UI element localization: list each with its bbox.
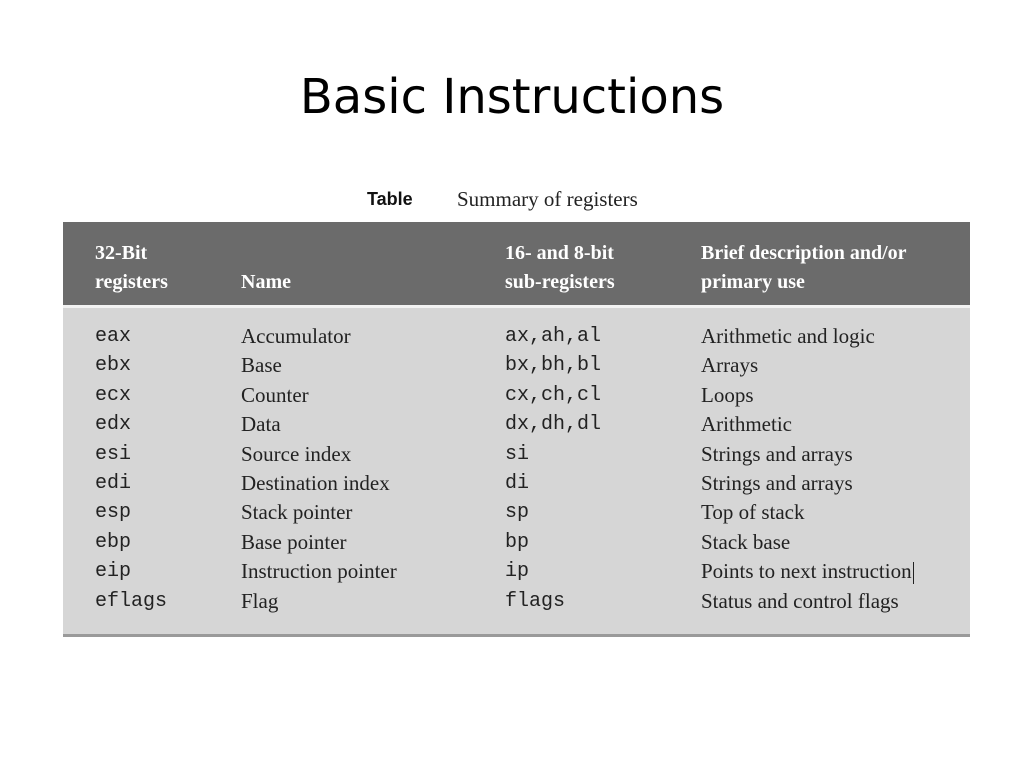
description-cell: Status and control flags — [701, 588, 899, 613]
sub-register-cell: si — [505, 442, 530, 466]
name-cell: Data — [241, 412, 281, 437]
register-cell: eax — [95, 325, 132, 348]
header-text: primary use — [701, 271, 805, 293]
header-text: 32-Bit — [95, 242, 148, 264]
sub-register-cell: dx,dh,dl — [505, 413, 602, 437]
header-32bit-registers — [95, 239, 235, 297]
description-cell: Arithmetic and logic — [701, 324, 875, 348]
registers-table — [63, 222, 970, 637]
caption-text: Summary of registers — [457, 187, 638, 211]
table-header — [63, 222, 970, 308]
table-caption — [0, 186, 1024, 216]
header-description — [701, 239, 969, 297]
table-row — [63, 410, 970, 439]
slide-title: Basic Instructions — [299, 69, 725, 125]
header-text: 16- and 8-bit — [505, 242, 614, 264]
table-body — [63, 322, 970, 616]
description-cell: Loops — [701, 382, 754, 407]
header-sub-registers — [505, 239, 685, 297]
name-cell: Destination index — [241, 470, 390, 495]
name-cell: Base — [241, 353, 282, 378]
description-cell: Arrays — [701, 353, 759, 378]
header-text: registers — [95, 271, 168, 293]
sub-register-cell: sp — [505, 501, 530, 525]
name-cell: Stack pointer — [241, 500, 353, 525]
register-cell: edx — [95, 413, 132, 437]
table-row — [63, 322, 970, 351]
sub-register-cell: bp — [505, 530, 530, 554]
register-cell: eflags — [95, 589, 168, 613]
name-cell: Flag — [241, 588, 279, 613]
table-row — [63, 498, 970, 527]
name-cell: Base pointer — [241, 529, 347, 554]
table-row — [63, 528, 970, 557]
register-cell: ebx — [95, 354, 132, 378]
header-text: Brief description and/or — [701, 242, 907, 264]
sub-register-cell: cx,ch,cl — [505, 383, 602, 407]
name-cell: Accumulator — [241, 324, 351, 348]
text-cursor — [913, 562, 914, 584]
register-cell: ebp — [95, 530, 132, 554]
table-row — [63, 587, 970, 616]
caption-label: Table — [367, 189, 413, 209]
register-cell: esi — [95, 442, 132, 466]
table-row — [63, 381, 970, 410]
description-cell: Strings and arrays — [701, 441, 853, 466]
register-cell: ecx — [95, 383, 132, 407]
register-cell: edi — [95, 471, 132, 495]
description-cell: Strings and arrays — [701, 470, 853, 495]
description-cell — [701, 557, 914, 586]
description-cell: Arithmetic — [701, 412, 792, 437]
sub-register-cell: di — [505, 471, 530, 495]
description-cell: Top of stack — [701, 500, 805, 525]
name-cell: Source index — [241, 441, 352, 466]
register-cell: esp — [95, 501, 132, 525]
sub-register-cell: ip — [505, 560, 530, 584]
name-cell: Counter — [241, 382, 309, 407]
name-cell: Instruction pointer — [241, 559, 397, 584]
sub-register-cell: flags — [505, 589, 566, 613]
register-cell: eip — [95, 560, 132, 584]
table-row — [63, 469, 970, 498]
table-row — [63, 557, 970, 586]
table-row — [63, 351, 970, 380]
description-text: Points to next instruction — [701, 559, 912, 584]
header-text: sub-registers — [505, 271, 615, 293]
description-cell: Stack base — [701, 529, 791, 554]
sub-register-cell: ax,ah,al — [505, 325, 602, 348]
sub-register-cell: bx,bh,bl — [505, 354, 602, 378]
table-row — [63, 440, 970, 469]
header-name: Name — [241, 271, 291, 293]
